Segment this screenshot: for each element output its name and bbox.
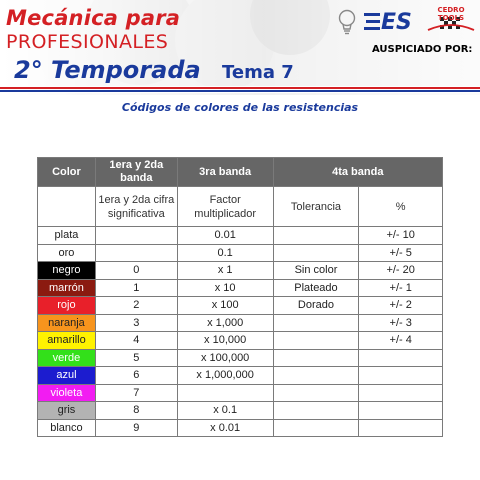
multiplier-cell: x 1,000 bbox=[177, 314, 273, 332]
table-row bbox=[38, 419, 443, 437]
significant-digit-cell: 9 bbox=[95, 419, 177, 437]
percent-cell bbox=[359, 367, 443, 385]
percent-cell: +/- 10 bbox=[359, 227, 443, 245]
section-subtitle: Códigos de colores de las resistencias bbox=[121, 101, 359, 114]
multiplier-cell: 0.01 bbox=[177, 227, 273, 245]
multiplier-cell: 0.1 bbox=[177, 244, 273, 262]
multiplier-cell: x 0.01 bbox=[177, 419, 273, 437]
table-row bbox=[38, 402, 443, 420]
significant-digit-cell: 2 bbox=[95, 297, 177, 315]
color-name-cell: marrón bbox=[38, 279, 96, 297]
table-row bbox=[38, 314, 443, 332]
significant-digit-cell bbox=[95, 244, 177, 262]
table-row bbox=[38, 279, 443, 297]
color-name-cell: plata bbox=[38, 227, 96, 245]
header-band12: 1era y 2da banda bbox=[95, 158, 177, 187]
percent-cell: +/- 4 bbox=[359, 332, 443, 350]
percent-cell: +/- 3 bbox=[359, 314, 443, 332]
season-label: 2° Temporada bbox=[14, 56, 201, 84]
header-title-line2: PROFESIONALES bbox=[6, 31, 169, 53]
color-name-cell: azul bbox=[38, 367, 96, 385]
tolerance-cell bbox=[273, 419, 359, 437]
table-row bbox=[38, 297, 443, 315]
sponsor-label: AUSPICIADO POR: bbox=[372, 44, 473, 55]
table-row bbox=[38, 384, 443, 402]
page-header bbox=[0, 0, 480, 95]
significant-digit-cell: 0 bbox=[95, 262, 177, 280]
percent-cell bbox=[359, 419, 443, 437]
header-title-line1: Mecánica para bbox=[6, 6, 181, 30]
color-name-cell: violeta bbox=[38, 384, 96, 402]
percent-cell: +/- 1 bbox=[359, 279, 443, 297]
multiplier-cell: x 100 bbox=[177, 297, 273, 315]
significant-digit-cell bbox=[95, 227, 177, 245]
color-name-cell: naranja bbox=[38, 314, 96, 332]
color-name-cell: rojo bbox=[38, 297, 96, 315]
significant-digit-cell: 6 bbox=[95, 367, 177, 385]
table-header-row bbox=[38, 158, 443, 187]
multiplier-cell: x 1 bbox=[177, 262, 273, 280]
tolerance-cell bbox=[273, 314, 359, 332]
subheader-band3: Factor multiplicador bbox=[177, 187, 273, 227]
table-row bbox=[38, 367, 443, 385]
tolerance-cell bbox=[273, 402, 359, 420]
multiplier-cell: x 1,000,000 bbox=[177, 367, 273, 385]
significant-digit-cell: 4 bbox=[95, 332, 177, 350]
percent-cell bbox=[359, 384, 443, 402]
percent-cell: +/- 2 bbox=[359, 297, 443, 315]
color-name-cell: gris bbox=[38, 402, 96, 420]
tolerance-cell bbox=[273, 367, 359, 385]
color-name-cell: verde bbox=[38, 349, 96, 367]
header-color: Color bbox=[38, 158, 96, 187]
tolerance-cell bbox=[273, 227, 359, 245]
percent-cell bbox=[359, 402, 443, 420]
cedro-tools-logo-text: CEDRO TOOLS bbox=[437, 6, 465, 22]
color-name-cell: negro bbox=[38, 262, 96, 280]
tolerance-cell bbox=[273, 244, 359, 262]
subheader-tolerance: Tolerancia bbox=[273, 187, 359, 227]
multiplier-cell bbox=[177, 384, 273, 402]
tolerance-cell: Plateado bbox=[273, 279, 359, 297]
percent-cell bbox=[359, 349, 443, 367]
multiplier-cell: x 10 bbox=[177, 279, 273, 297]
resistor-color-table bbox=[37, 157, 443, 437]
percent-cell: +/- 20 bbox=[359, 262, 443, 280]
subheader-percent: % bbox=[359, 187, 443, 227]
table-row bbox=[38, 244, 443, 262]
tolerance-cell: Dorado bbox=[273, 297, 359, 315]
significant-digit-cell: 3 bbox=[95, 314, 177, 332]
es-logo-text: ES bbox=[381, 10, 412, 35]
subheader-band12: 1era y 2da cifra significativa bbox=[95, 187, 177, 227]
header-divider-stripe bbox=[0, 86, 480, 93]
tolerance-cell: Sin color bbox=[273, 262, 359, 280]
significant-digit-cell: 5 bbox=[95, 349, 177, 367]
topic-label: Tema 7 bbox=[222, 62, 294, 83]
tolerance-cell bbox=[273, 349, 359, 367]
table-row bbox=[38, 349, 443, 367]
table-row bbox=[38, 332, 443, 350]
subheader-empty bbox=[38, 187, 96, 227]
table-row bbox=[38, 227, 443, 245]
color-name-cell: oro bbox=[38, 244, 96, 262]
tolerance-cell bbox=[273, 332, 359, 350]
multiplier-cell: x 100,000 bbox=[177, 349, 273, 367]
header-band3: 3ra banda bbox=[177, 158, 273, 187]
table-subheader-row bbox=[38, 187, 443, 227]
color-name-cell: amarillo bbox=[38, 332, 96, 350]
table-row bbox=[38, 262, 443, 280]
tolerance-cell bbox=[273, 384, 359, 402]
significant-digit-cell: 7 bbox=[95, 384, 177, 402]
multiplier-cell: x 10,000 bbox=[177, 332, 273, 350]
percent-cell: +/- 5 bbox=[359, 244, 443, 262]
significant-digit-cell: 1 bbox=[95, 279, 177, 297]
color-name-cell: blanco bbox=[38, 419, 96, 437]
multiplier-cell: x 0.1 bbox=[177, 402, 273, 420]
lightbulb-icon bbox=[336, 8, 358, 38]
significant-digit-cell: 8 bbox=[95, 402, 177, 420]
header-band4: 4ta banda bbox=[273, 158, 442, 187]
